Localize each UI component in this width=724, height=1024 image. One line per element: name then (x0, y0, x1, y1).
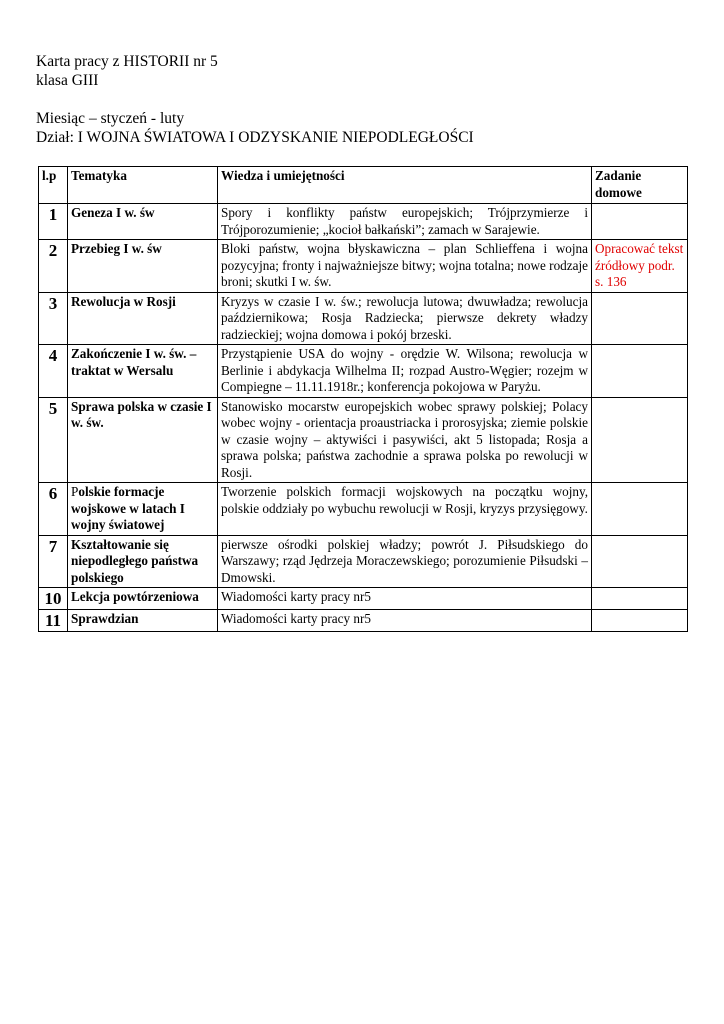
table-row (39, 204, 688, 240)
row-topic: Geneza I w. św (68, 204, 218, 240)
row-homework (592, 535, 688, 588)
row-homework: Opracować tekst źródłowy podr. s. 136 (592, 240, 688, 293)
row-number: 3 (39, 292, 68, 345)
row-topic: Kształtowanie się niepodległego państwa polskiego (68, 535, 218, 588)
row-topic: Zakończenie I w. św. – traktat w Wersalu (68, 345, 218, 398)
row-content: Wiadomości karty pracy nr5 (218, 588, 592, 610)
row-homework (592, 292, 688, 345)
row-number: 1 (39, 204, 68, 240)
table-row (39, 588, 688, 610)
month-label: Miesiąc – styczeń - luty (36, 110, 185, 127)
worksheet-title: Karta pracy z HISTORII nr 5 (36, 53, 218, 70)
row-topic: Przebieg I w. św (68, 240, 218, 293)
table-row (39, 610, 688, 632)
row-topic: Lekcja powtórzeniowa (68, 588, 218, 610)
row-content: Tworzenie polskich formacji wojskowych na początku wojny, polskie oddziały po wybuchu rewolucji w Rosji, kryzys przysięgowy. (218, 483, 592, 536)
table-row (39, 397, 688, 483)
row-homework (592, 204, 688, 240)
row-topic: Sprawa polska w czasie I w. św. (68, 397, 218, 483)
class-label: klasa GIII (36, 72, 99, 89)
row-topic (68, 483, 218, 536)
lesson-table (38, 166, 688, 632)
row-content: Przystąpienie USA do wojny - orędzie W. Wilsona; rewolucja w Berlinie i abdykacja Wilhelma II; rozpad Austro-Węgier; rozejm w Compiegne – 11.11.1918r.; konferencja pokojowa w Paryżu. (218, 345, 592, 398)
row-number: 7 (39, 535, 68, 588)
row-content: Wiadomości karty pracy nr5 (218, 610, 592, 632)
row-content: Bloki państw, wojna błyskawiczna – plan Schlieffena i wojna pozycyjna; fronty i najważniejsze bitwy; wojna totalna; nowe rodzaje broni; skutki I w. św. (218, 240, 592, 293)
row-topic-initial: P (71, 484, 79, 499)
row-number: 11 (39, 610, 68, 632)
row-content: Spory i konflikty państw europejskich; Trójprzymierze i Trójporozumienie; „kocioł bałkański”; zamach w Sarajewie. (218, 204, 592, 240)
row-homework (592, 588, 688, 610)
row-topic: Rewolucja w Rosji (68, 292, 218, 345)
header-topic: Tematyka (68, 167, 218, 204)
table-row (39, 535, 688, 588)
section-label: Dział: I WOJNA ŚWIATOWA I ODZYSKANIE NIEPODLEGŁOŚCI (36, 129, 474, 146)
row-content: pierwsze ośrodki polskiej władzy; powrót J. Piłsudskiego do Warszawy; rząd Jędrzeja Moraczewskiego; porozumienie Piłsudski – Dmowski. (218, 535, 592, 588)
header-content: Wiedza i umiejętności (218, 167, 592, 204)
row-homework (592, 483, 688, 536)
table-row (39, 292, 688, 345)
header-lp: l.p (39, 167, 68, 204)
header-homework: Zadanie domowe (592, 167, 688, 204)
row-homework (592, 345, 688, 398)
row-content: Kryzys w czasie I w. św.; rewolucja lutowa; dwuwładza; rewolucja październikowa; Rosja Radziecka; pierwsze dekrety władzy radzieckiej; wojna domowa i pokój brzeski. (218, 292, 592, 345)
row-number: 4 (39, 345, 68, 398)
table-row (39, 345, 688, 398)
row-homework (592, 610, 688, 632)
row-homework (592, 397, 688, 483)
row-topic: Sprawdzian (68, 610, 218, 632)
table-header-row (39, 167, 688, 204)
document-header (36, 52, 474, 147)
row-number: 10 (39, 588, 68, 610)
row-number: 2 (39, 240, 68, 293)
table-row (39, 483, 688, 536)
row-topic-rest: olskie formacje wojskowe w latach I wojny światowej (71, 484, 185, 532)
row-content: Stanowisko mocarstw europejskich wobec sprawy polskiej; Polacy wobec wojny - orientacja proaustriacka i prorosyjska; ziemie polskie w czasie wojny – aktywiści i pasywiści, akt 5 listopada; Rosja a sprawa polska; państwa zachodnie a sprawa polska po rewolucji w Rosji. (218, 397, 592, 483)
row-number: 5 (39, 397, 68, 483)
row-number: 6 (39, 483, 68, 536)
table-row (39, 240, 688, 293)
